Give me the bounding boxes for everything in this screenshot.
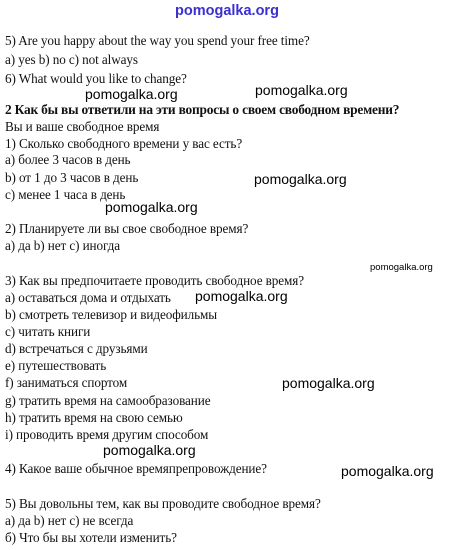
watermark: pomogalka.org xyxy=(370,262,433,273)
question-6: б) Что бы вы хотели изменить? xyxy=(5,530,177,545)
question-5-options: a) да b) нет c) не всегда xyxy=(5,513,134,528)
question-1-option-b: b) от 1 до 3 часов в день xyxy=(5,170,139,185)
question-3-option-c: c) читать книги xyxy=(5,324,91,339)
question-3: 3) Как вы предпочитаете проводить свободное время? xyxy=(5,273,304,288)
watermark: pomogalka.org xyxy=(282,375,375,391)
question-3-option-f: f) заниматься спортом xyxy=(5,375,128,390)
task-heading: 2 Как бы вы ответили на эти вопросы о своем свободном времени? xyxy=(5,102,400,117)
watermark: pomogalka.org xyxy=(85,86,178,102)
question-3-option-g: g) тратить время на самообразование xyxy=(5,393,211,408)
watermark: pomogalka.org xyxy=(341,463,434,479)
question-1-option-a: a) более 3 часов в день xyxy=(5,152,131,167)
watermark: pomogalka.org xyxy=(105,199,198,215)
question-4: 4) Какое ваше обычное времяпрепровождение? xyxy=(5,461,267,476)
english-question-5-options: a) yes b) no c) not always xyxy=(5,52,138,67)
question-3-option-h: h) тратить время на свою семью xyxy=(5,410,183,425)
question-3-option-e: e) путешествовать xyxy=(5,358,107,373)
english-question-5: 5) Are you happy about the way you spend your free time? xyxy=(5,33,310,48)
question-3-option-i: i) проводить время другим способом xyxy=(5,427,209,442)
question-1: 1) Сколько свободного времени у вас есть? xyxy=(5,136,243,151)
question-3-option-a: a) оставаться дома и отдыхать xyxy=(5,290,171,305)
watermark: pomogalka.org xyxy=(254,171,347,187)
question-3-option-b: b) смотреть телевизор и видеофильмы xyxy=(5,307,217,322)
question-2-options: a) да b) нет c) иногда xyxy=(5,238,121,253)
watermark: pomogalka.org xyxy=(255,82,348,98)
question-2: 2) Планируете ли вы свое свободное время? xyxy=(5,221,249,236)
english-question-6: 6) What would you like to change? xyxy=(5,71,187,86)
section-subtitle: Вы и ваше свободное время xyxy=(5,119,160,134)
watermark: pomogalka.org xyxy=(103,442,196,458)
watermark-top: pomogalka.org xyxy=(175,3,279,19)
watermark: pomogalka.org xyxy=(195,288,288,304)
question-3-option-d: d) встречаться с друзьями xyxy=(5,341,148,356)
question-5: 5) Вы довольны тем, как вы проводите свободное время? xyxy=(5,496,321,511)
question-1-option-c: c) менее 1 часа в день xyxy=(5,187,126,202)
